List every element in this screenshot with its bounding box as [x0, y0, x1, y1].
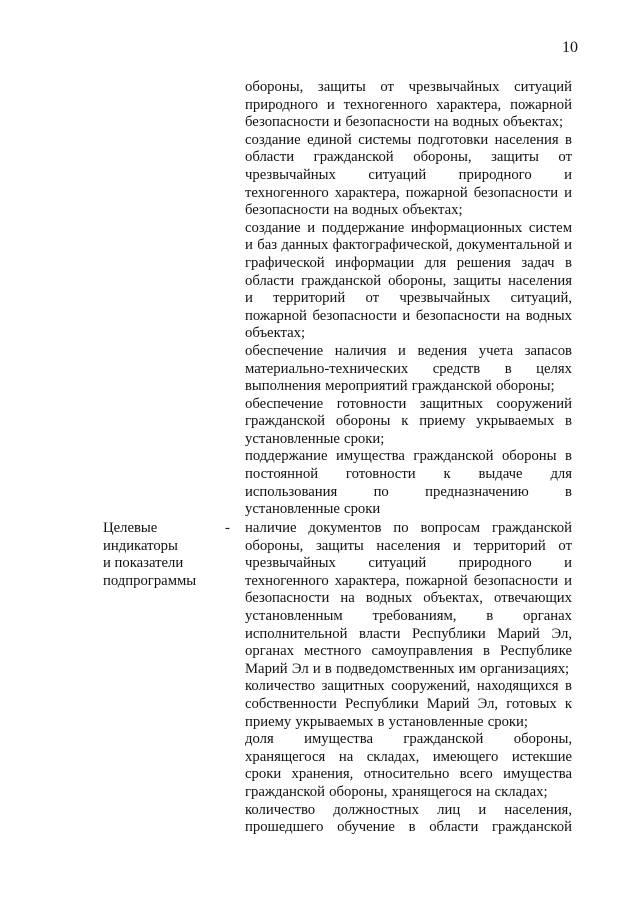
- tasks-continuation-block: [245, 79, 572, 519]
- task-paragraph: обороны, защиты от чрезвычайных ситуаций природного и техногенного характера, пожарной безопасности и безопасности на водных объектах;: [245, 79, 572, 131]
- indicators-label-line: и показатели: [103, 555, 184, 572]
- indicators-label-line: индикаторы: [103, 537, 178, 554]
- indicator-paragraph: количество должностных лиц и населения, прошедшего обучение в области гражданской: [245, 801, 572, 836]
- indicators-block: [245, 520, 572, 837]
- indicators-label-line: Целевые: [103, 520, 158, 536]
- indicators-label: [103, 520, 233, 590]
- task-paragraph: поддержание имущества гражданской обороны в постоянной готовности к выдаче для использования по предназначению в установленные сроки: [245, 448, 572, 518]
- indicator-paragraph: количество защитных сооружений, находящихся в собственности Республики Марий Эл, готовых к приему укрываемых в установленные сроки;: [245, 678, 572, 730]
- indicator-paragraph: наличие документов по вопросам гражданской обороны, защиты населения и территорий от чрезвычайных ситуаций природного и техногенного характера, пожарной безопасности и безопасности на водных объектах, отвечающих установленным требованиям, в органах исполнительной власти Республики Марий Эл, органах местного самоуправления в Республике Марий Эл и в подведомственных им организациях;: [245, 520, 572, 677]
- indicator-paragraph: доля имущества гражданской обороны, хранящегося на складах, имеющего истекшие сроки хранения, относительно всего имущества гражданской обороны, хранящегося на складах;: [245, 731, 572, 800]
- task-paragraph: обеспечение готовности защитных сооружений гражданской обороны к приему укрываемых в установленные сроки;: [245, 395, 572, 447]
- label-dash: -: [225, 520, 230, 536]
- task-paragraph: создание единой системы подготовки населения в области гражданской обороны, защиты от чрезвычайных ситуаций природного и техногенного характера, пожарной безопасности и безопасности на водных объектах;: [245, 131, 572, 219]
- indicators-label-line: подпрограммы: [103, 572, 197, 589]
- task-paragraph: обеспечение наличия и ведения учета запасов материально-технических средств в целях выполнения мероприятий гражданской обороны;: [245, 342, 572, 395]
- task-paragraph: создание и поддержание информационных систем и баз данных фактографической, документальной и графической информации для решения задач в области гражданской обороны, защиты населения и территорий от чрезвычайных ситуаций, пожарной безопасности и безопасности на водных объектах;: [245, 219, 572, 342]
- page-number: 10: [562, 39, 578, 56]
